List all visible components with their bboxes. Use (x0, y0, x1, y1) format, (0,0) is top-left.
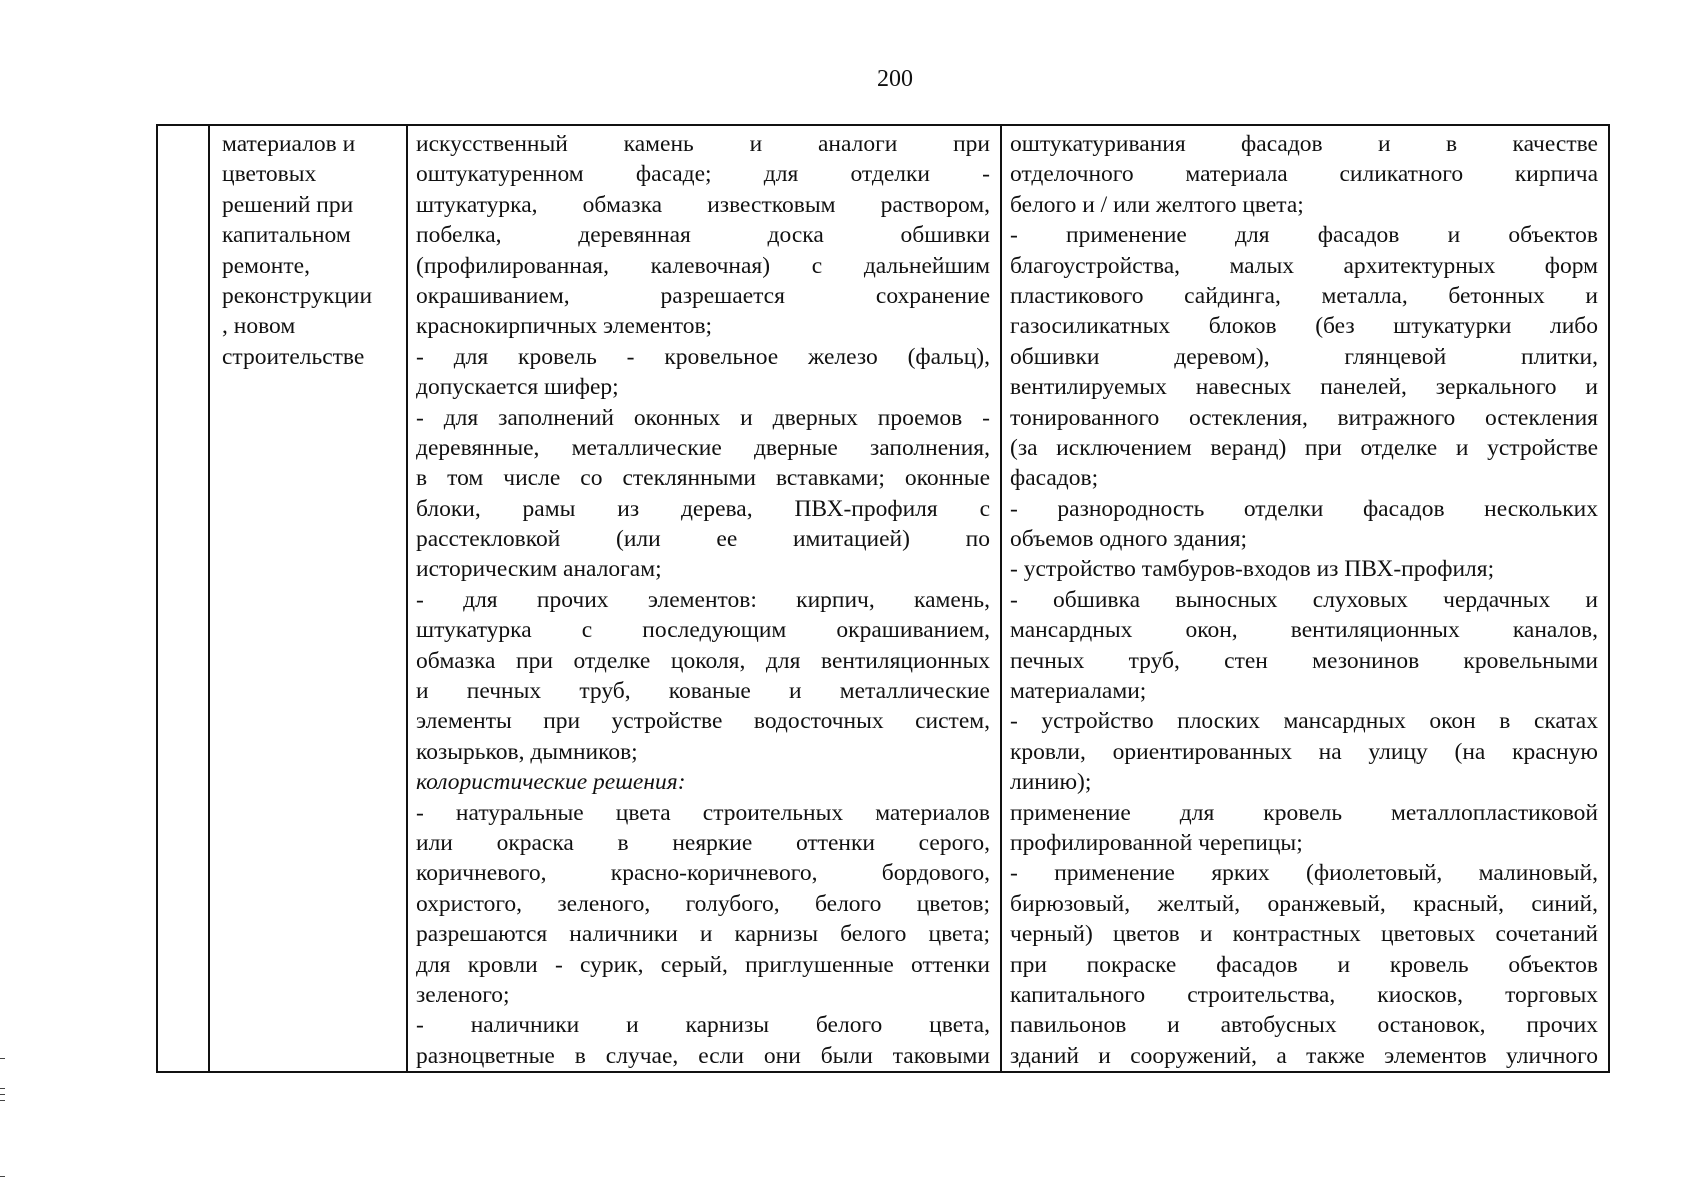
text-line: и печных труб, кованые и металлические (416, 678, 990, 705)
text-line: штукатурка с последующим окрашиванием, (416, 617, 990, 644)
margin-mark (0, 1088, 5, 1089)
text-line: элементы при устройстве водосточных систем, (416, 708, 990, 735)
text-line: пластикового сайдинга, металла, бетонных и (1010, 282, 1598, 309)
text-line: при покраске фасадов и кровель объектов (1010, 951, 1598, 978)
text-line: благоустройства, малых архитектурных форм (1010, 252, 1598, 279)
text-line: реконструкции (222, 282, 373, 309)
text-line: - для прочих элементов: кирпич, камень, (416, 586, 990, 613)
margin-mark (0, 1100, 5, 1101)
allowed-text (408, 126, 1000, 1071)
text-line: - применение для фасадов и объектов (1010, 222, 1598, 249)
text-line: черный) цветов и контрастных цветовых сочетаний (1010, 921, 1598, 948)
text-line: искусственный камень и аналоги при (416, 131, 990, 157)
text-line: применение для кровель металлопластиковой (1010, 799, 1598, 826)
text-line: разрешаются наличники и карнизы белого цвета; (416, 921, 990, 948)
text-line: газосиликатных блоков (без штукатурки либо (1010, 313, 1598, 340)
margin-mark (0, 1176, 5, 1177)
text-line: историческим аналогам; (416, 556, 662, 583)
prohibited-text (1002, 126, 1608, 1071)
table-cell-number (157, 125, 209, 1072)
text-line: отделочного материала силикатного кирпича (1010, 161, 1598, 188)
text-line: расстекловкой (или ее имитацией) по (416, 526, 990, 553)
text-line: мансардных окон, вентиляционных каналов, (1010, 617, 1598, 644)
text-line: колористические решения: (416, 769, 686, 796)
text-line: - обшивка выносных слуховых чердачных и (1010, 586, 1598, 613)
text-line: - натуральные цвета строительных материалов (416, 799, 990, 826)
text-line: обмазка при отделке цоколя, для вентиляционных (416, 647, 990, 674)
margin-mark (0, 1058, 5, 1059)
text-line: разноцветные в случае, если они были таковыми (416, 1042, 990, 1069)
text-line: бирюзовый, желтый, оранжевый, красный, синий, (1010, 890, 1598, 917)
text-line: решений при (222, 191, 354, 218)
text-line: павильонов и автобусных остановок, прочих (1010, 1012, 1598, 1039)
text-line: капитального строительства, киосков, торговых (1010, 981, 1598, 1008)
table-cell-allowed (407, 125, 1001, 1072)
text-line: оштукатуренном фасаде; для отделки - (416, 161, 990, 188)
text-line: окрашиванием, разрешается сохранение (416, 282, 990, 309)
text-line: зданий и сооружений, а также элементов уличного (1010, 1042, 1598, 1069)
text-line: строительстве (222, 343, 365, 370)
text-line: (за исключением веранд) при отделке и устройстве (1010, 434, 1598, 461)
text-line: тонированного остекления, витражного остекления (1010, 404, 1598, 431)
text-line: , новом (222, 313, 296, 340)
text-line: оштукатуривания фасадов и в качестве (1010, 131, 1598, 157)
text-line: штукатурка, обмазка известковым раствором, (416, 191, 990, 218)
regulations-table (156, 124, 1610, 1073)
text-line: кровли, ориентированных на улицу (на красную (1010, 738, 1598, 765)
text-line: объемов одного здания; (1010, 526, 1248, 553)
text-line: - наличники и карнизы белого цвета, (416, 1012, 990, 1039)
text-line: побелка, деревянная доска обшивки (416, 222, 990, 249)
text-line: - устройство тамбуров-входов из ПВХ-профиля; (1010, 556, 1495, 583)
text-line: - для заполнений оконных и дверных проемов - (416, 404, 990, 431)
text-line: деревянные, металлические дверные заполнения, (416, 434, 990, 461)
page-number: 200 (877, 66, 913, 92)
text-line: коричневого, красно-коричневого, бордового, (416, 860, 990, 887)
text-line: материалов и (222, 131, 356, 157)
text-line: - устройство плоских мансардных окон в скатах (1010, 708, 1598, 735)
margin-mark (0, 1094, 5, 1095)
text-line: фасадов; (1010, 465, 1099, 492)
text-line: (профилированная, калевочная) с дальнейшим (416, 252, 990, 279)
text-line: блоки, рамы из дерева, ПВХ-профиля с (416, 495, 990, 522)
text-line: в том числе со стеклянными вставками; оконные (416, 465, 990, 492)
text-line: обшивки деревом), глянцевой плитки, (1010, 343, 1598, 370)
text-line: для кровли - сурик, серый, приглушенные оттенки (416, 951, 990, 978)
text-line: зеленого; (416, 981, 510, 1008)
text-line: цветовых (222, 161, 317, 188)
text-line: вентилируемых навесных панелей, зеркального и (1010, 374, 1598, 401)
text-line: - разнородность отделки фасадов нескольких (1010, 495, 1598, 522)
text-line: охристого, зеленого, голубого, белого цветов; (416, 890, 990, 917)
text-line: или окраска в неяркие оттенки серого, (416, 829, 990, 856)
text-line: печных труб, стен мезонинов кровельными (1010, 647, 1598, 674)
text-line: - для кровель - кровельное железо (фальц), (416, 343, 990, 370)
category-text (210, 126, 406, 372)
text-line: капитальном (222, 222, 351, 249)
table-cell-category (209, 125, 407, 1072)
text-line: - применение ярких (фиолетовый, малиновый, (1010, 860, 1598, 887)
text-line: линию); (1010, 769, 1092, 796)
text-line: белого и / или желтого цвета; (1010, 191, 1304, 218)
text-line: краснокирпичных элементов; (416, 313, 713, 340)
table-row (157, 125, 1609, 1072)
text-line: допускается шифер; (416, 374, 619, 401)
text-line: материалами; (1010, 678, 1147, 705)
table-cell-prohibited (1001, 125, 1609, 1072)
text-line: профилированной черепицы; (1010, 829, 1303, 856)
text-line: ремонте, (222, 252, 310, 279)
text-line: козырьков, дымников; (416, 738, 638, 765)
